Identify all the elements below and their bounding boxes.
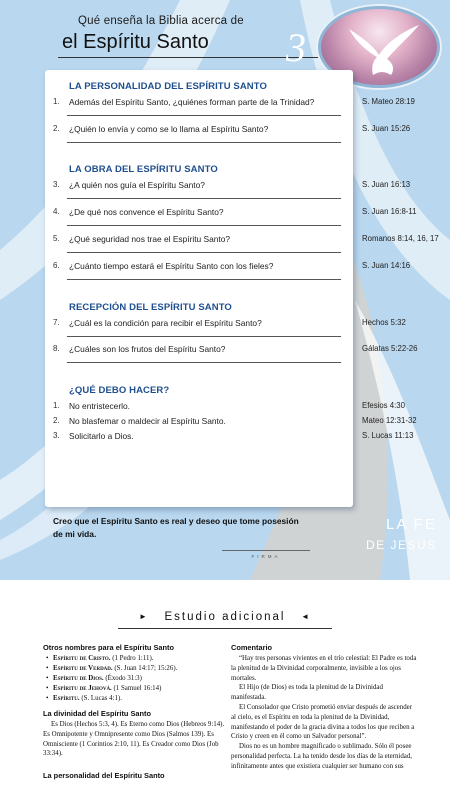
commentary-heading: Comentario (231, 643, 273, 652)
answer-line[interactable] (67, 362, 341, 363)
brand-line-2: DE JESÚS (366, 538, 437, 552)
commentary-paragraph: El Consolador que Cristo prometió enviar después de ascender al cielo, es el Espíritu en toda la plenitud de la Divinidad, manifestando el poder de la gracia divina a todos los que reciben a Cristo y creen en él como un Salvador personal”. (231, 703, 415, 741)
question-number: 6. (53, 261, 60, 270)
section-title: LA OBRA DEL ESPÍRITU SANTO (69, 164, 218, 175)
item-number: 1. (53, 401, 60, 410)
question-number: 8. (53, 344, 60, 353)
question-card (45, 70, 353, 507)
brand-line-1: LA FE (386, 516, 437, 533)
question-number: 4. (53, 207, 60, 216)
item-number: 2. (53, 416, 60, 425)
commentary-paragraph: “Hay tres personas vivientes en el trío celestial: El Padre es toda la plenitud de la Divinidad corporalmente, invisible a los ojos mortales. (231, 655, 417, 682)
signature-label: FIRMA (251, 554, 281, 559)
question-text: ¿Quién lo envía y como se lo llama al Espíritu Santo? (69, 124, 269, 134)
answer-line[interactable] (67, 142, 341, 143)
bible-reference: S. Mateo 28:19 (362, 97, 415, 106)
answer-line[interactable] (67, 336, 341, 337)
estudio-left-column (43, 643, 225, 782)
question-text: ¿De qué nos convence el Espíritu Santo? (69, 207, 224, 217)
header-title: el Espíritu Santo (62, 31, 209, 53)
question-text: ¿Cuáles son los frutos del Espíritu Santo? (69, 344, 226, 354)
answer-line[interactable] (67, 279, 341, 280)
section-title: RECEPCIÓN DEL ESPÍRITU SANTO (69, 302, 232, 313)
personality-heading: La personalidad del Espíritu Santo (43, 771, 165, 781)
question-text: ¿Qué seguridad nos trae el Espíritu Santo? (69, 234, 231, 244)
bible-reference: S. Juan 15:26 (362, 124, 411, 133)
estudio-title (0, 611, 450, 623)
estudio-divider (118, 628, 332, 629)
answer-line[interactable] (67, 115, 341, 116)
bible-reference: S. Juan 14:16 (362, 261, 411, 270)
section-title: LA PERSONALIDAD DEL ESPÍRITU SANTO (69, 81, 267, 92)
commentary-paragraph: El Hijo (de Dios) es toda la plenitud de la Divinidad manifestada. (231, 684, 383, 702)
bible-reference: Gálatas 5:22-26 (362, 344, 418, 353)
question-text: ¿A quién nos guía el Espíritu Santo? (69, 180, 205, 190)
item-number: 3. (53, 431, 60, 440)
list-item: • Espíritu de Jehová. (1 Samuel 16:14) (43, 684, 225, 694)
divinity-heading: La divinidad del Espíritu Santo (43, 709, 151, 718)
belief-statement: Creo que el Espíritu Santo es real y deseo que tome posesión de mi vida. (53, 516, 299, 539)
list-item: • Espíritu. (S. Lucas 4:1). (43, 694, 225, 704)
question-number: 1. (53, 97, 60, 106)
divinity-text: Es Dios (Hechos 5:3, 4). Es Eterno como Dios (Hebreos 9:14). Es Omnipotente y Omnipresente como Dios (Salmos 139). Es Omnisciente (1 Corintios 2:10, 11). Es Creador como Dios (Job 33:34). (43, 721, 225, 758)
header-divider (58, 57, 322, 58)
estudio-title-text: Estudio adicional (164, 611, 286, 623)
section-title: ¿QUÉ DEBO HACER? (69, 385, 170, 396)
bible-reference: Hechos 5:32 (362, 318, 406, 327)
question-number: 7. (53, 318, 60, 327)
bible-reference: Mateo 12:31-32 (362, 416, 417, 425)
bible-reference: S. Lucas 11:13 (362, 431, 414, 440)
question-number: 5. (53, 234, 60, 243)
estudio-right-column (231, 643, 417, 772)
bible-reference: S. Juan 16:8-11 (362, 207, 417, 216)
header-subtitle: Qué enseña la Biblia acerca de (78, 15, 244, 27)
question-number: 3. (53, 180, 60, 189)
answer-line[interactable] (67, 225, 341, 226)
item-text: No blasfemar o maldecir al Espíritu Santo. (69, 416, 226, 426)
signature-line[interactable] (222, 550, 310, 551)
arrow-right-icon: ► (139, 612, 149, 621)
names-heading: Otros nombres para el Espíritu Santo (43, 643, 175, 652)
bible-reference: Efesios 4:30 (362, 401, 405, 410)
list-item: • Espíritu de Dios. (Éxodo 31:3) (43, 674, 225, 684)
list-item: • Espíritu de Cristo. (1 Pedro 1:11). (43, 654, 225, 664)
lesson-number: 3 (286, 25, 306, 70)
item-text: Solicitarlo a Dios. (69, 431, 134, 441)
arrow-left-icon: ◄ (301, 612, 311, 621)
item-text: No entristecerlo. (69, 401, 130, 411)
question-text: Además del Espíritu Santo, ¿quiénes forman parte de la Trinidad? (69, 97, 315, 107)
list-item: • Espíritu de Verdad. (S. Juan 14:17; 15:26). (43, 664, 225, 674)
question-text: ¿Cuánto tiempo estará el Espíritu Santo con los fieles? (69, 261, 274, 271)
answer-line[interactable] (67, 252, 341, 253)
question-text: ¿Cuál es la condición para recibir el Espíritu Santo? (69, 318, 262, 328)
commentary-paragraph: Dios no es un hombre magnificado o sublimado. Sólo él posee personalidad perfecta. La ha tenido desde los días de la eternidad, infinitamente antes que existiera cualquier ser humano con sus (231, 743, 412, 770)
bible-reference: Romanos 8:14, 16, 17 (362, 234, 439, 243)
answer-line[interactable] (67, 198, 341, 199)
question-number: 2. (53, 124, 60, 133)
bible-reference: S. Juan 16:13 (362, 180, 411, 189)
